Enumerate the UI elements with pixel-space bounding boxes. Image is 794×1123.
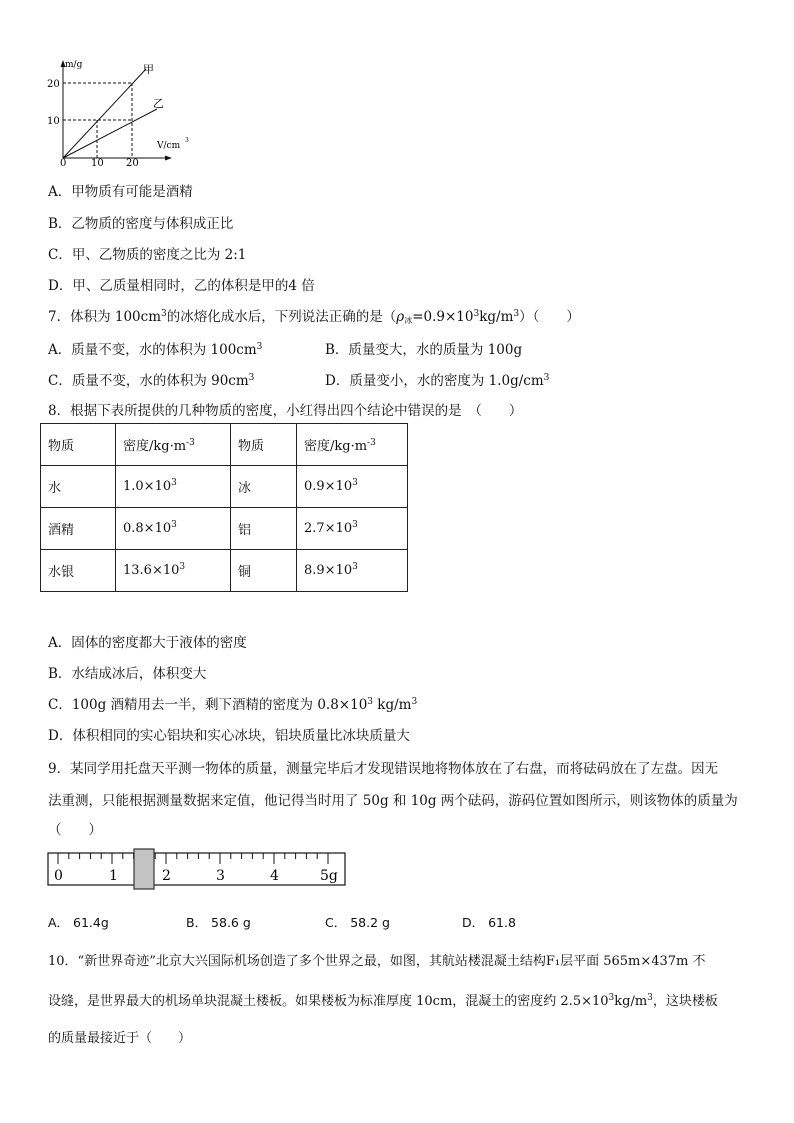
table-cell-exp: 3	[352, 520, 358, 530]
table-cell-exp: 3	[171, 520, 177, 530]
origin-label: 0	[60, 158, 67, 169]
q7-option-c-text: C．质量不变，水的体积为 90cm	[48, 373, 249, 389]
q7-option-d-sup: 3	[543, 373, 550, 383]
q8-option-c-tail: kg/m	[373, 697, 412, 713]
x-axis-arrow	[165, 156, 172, 161]
table-cell	[297, 508, 408, 550]
q8-option-d: D．体积相同的实心铝块和实心冰块，铝块质量比冰块质量大	[48, 728, 410, 744]
table-cell	[116, 508, 231, 550]
q7-stem-sup3: 3	[513, 309, 520, 319]
q8-option-b: B．水结成冰后，体积变大	[48, 666, 207, 682]
table-header-cell	[297, 424, 408, 466]
q7-stem-e: ）（ ）	[519, 309, 580, 325]
y-axis-label: m/g	[65, 60, 83, 70]
table-cell	[297, 550, 408, 592]
line-jia	[63, 69, 146, 158]
q10-line2	[48, 990, 718, 1009]
table-cell: 水	[41, 466, 116, 508]
line-jia-label: 甲	[143, 63, 154, 76]
table-row	[41, 550, 408, 592]
q7-option-d	[325, 369, 549, 389]
table-cell-exp: 3	[171, 478, 177, 488]
q10-line1: 10．“新世界奇迹”北京大兴国际机场创造了多个世界之最，如图，其航站楼混凝土结构F₁层平面 565m×437m 不	[48, 954, 706, 969]
q7-option-a-text: A．质量不变，水的体积为 100cm	[48, 342, 257, 358]
q8-stem: 8．根据下表所提供的几种物质的密度，小红得出四个结论中错误的是 （ ）	[48, 403, 523, 419]
q7-option-c-sup: 3	[248, 373, 255, 383]
table-cell-value: 1.0×10	[123, 479, 172, 494]
table-cell-value: 2.7×10	[304, 521, 353, 536]
ruler-label-5g: 5g	[320, 868, 338, 884]
q7-option-a-sup: 3	[256, 342, 263, 352]
q7-stem-sub: 冰	[404, 316, 413, 325]
x-tick-20: 20	[126, 158, 139, 169]
table-cell-value: 0.9×10	[304, 479, 353, 494]
q9-stem-line1: 9．某同学用托盘天平测一物体的质量，测量完毕后才发现错误地将物体放在了右盘，而将砝码放在了左盘。因无	[48, 761, 719, 777]
ruler-label-4: 4	[270, 868, 279, 884]
q7-stem-sup1: 3	[161, 309, 167, 319]
table-header-text: 密度/kg·m	[304, 439, 368, 454]
q7-option-b-text: B．质量变大，水的质量为 100g	[325, 342, 523, 358]
table-cell	[116, 466, 231, 508]
x-tick-10: 10	[91, 158, 104, 169]
q6-option-a: A．甲物质有可能是酒精	[48, 184, 193, 200]
q7-stem-a: 7．体积为 100cm	[48, 309, 162, 325]
table-header-sup: -3	[186, 438, 195, 448]
q9-stem-line2: 法重测，只能根据测量数据来定值，他记得当时用了 50g 和 10g 两个砝码，游码位置如图所示，则该物体的质量为	[48, 793, 738, 809]
table-cell	[297, 466, 408, 508]
q7-option-a	[48, 338, 262, 358]
q7-option-c	[48, 369, 254, 389]
q7-option-d-text: D．质量变小，水的密度为 1.0g/cm	[325, 373, 544, 389]
q7-option-b	[325, 338, 522, 358]
q9-option-c: C． 58.2 g	[325, 915, 390, 930]
q7-stem	[48, 305, 580, 325]
table-row	[41, 466, 408, 508]
table-cell: 铝	[231, 508, 297, 550]
y-tick-20: 20	[47, 79, 60, 90]
q9-option-a: A． 61.4g	[48, 915, 109, 930]
table-row	[41, 508, 408, 550]
q9-stem-line3: （ ）	[48, 822, 102, 838]
table-cell: 酒精	[41, 508, 116, 550]
line-yi	[63, 109, 157, 158]
q10-line2-sup2: 3	[647, 993, 653, 1003]
q10-line2-a: 设缝，是世界最大的机场单块混凝土楼板。如果楼板为标准厚度 10cm，混凝土的密度约 2.5×10	[48, 994, 609, 1009]
table-header-cell: 物质	[41, 424, 116, 466]
q8-option-c	[48, 693, 417, 713]
table-cell-value: 13.6×10	[123, 563, 180, 578]
q7-stem-d: kg/m	[479, 309, 514, 325]
table-header-cell: 物质	[231, 424, 297, 466]
q6-option-d: D．甲、乙质量相同时，乙的体积是甲的4 倍	[48, 278, 315, 294]
q6-option-b: B．乙物质的密度与体积成正比	[48, 216, 234, 232]
table-header-row	[41, 424, 408, 466]
table-header-cell	[116, 424, 231, 466]
q10-line2-sup1: 3	[608, 993, 615, 1003]
table-header-sup: -3	[367, 438, 376, 448]
x-axis-label-sup: 3	[185, 137, 189, 144]
q8-option-c-text: C．100g 酒精用去一半，剩下酒精的密度为 0.8×10	[48, 697, 368, 713]
q7-stem-sup2: 3	[473, 309, 480, 319]
table-cell-exp: 3	[352, 478, 358, 488]
table-cell-exp: 3	[352, 562, 358, 572]
q7-stem-b: 的冰熔化成水后，下列说法正确的是（	[166, 309, 397, 325]
ruler-label-0: 0	[54, 868, 63, 884]
q6-option-c: C．甲、乙物质的密度之比为 2:1	[48, 247, 247, 263]
table-cell	[116, 550, 231, 592]
table-cell-value: 8.9×10	[304, 563, 353, 578]
q10-line3: 的质量最接近于（ ）	[48, 1031, 192, 1046]
x-axis-label: V/cm	[157, 141, 181, 151]
density-table	[40, 423, 408, 592]
q7-stem-rho: ρ	[396, 309, 405, 325]
ruler-body	[48, 853, 345, 885]
rider-scale-ruler	[46, 847, 348, 891]
ruler-label-3: 3	[216, 868, 225, 884]
table-cell: 水银	[41, 550, 116, 592]
q8-option-a: A．固体的密度都大于液体的密度	[48, 635, 247, 651]
q7-stem-c: =0.9×10	[412, 309, 474, 325]
rider-slider	[134, 849, 154, 889]
mass-volume-graph	[40, 58, 210, 170]
table-cell: 铜	[231, 550, 297, 592]
table-cell-exp: 3	[179, 562, 186, 572]
q10-line2-c: ，这块楼板	[652, 994, 718, 1009]
q9-option-b: B． 58.6 g	[186, 915, 251, 930]
q8-option-c-sup: 3	[367, 697, 374, 707]
ruler-label-2: 2	[162, 868, 171, 884]
table-cell: 冰	[231, 466, 297, 508]
q8-option-c-tail-sup: 3	[411, 697, 418, 707]
q9-option-d: D． 61.8	[462, 915, 516, 930]
table-header-text: 密度/kg·m	[123, 439, 187, 454]
line-yi-label: 乙	[153, 97, 164, 110]
ruler-label-1: 1	[109, 868, 118, 884]
table-cell-value: 0.8×10	[123, 521, 172, 536]
y-tick-10: 10	[47, 116, 60, 127]
q10-line2-b: kg/m	[614, 994, 648, 1009]
